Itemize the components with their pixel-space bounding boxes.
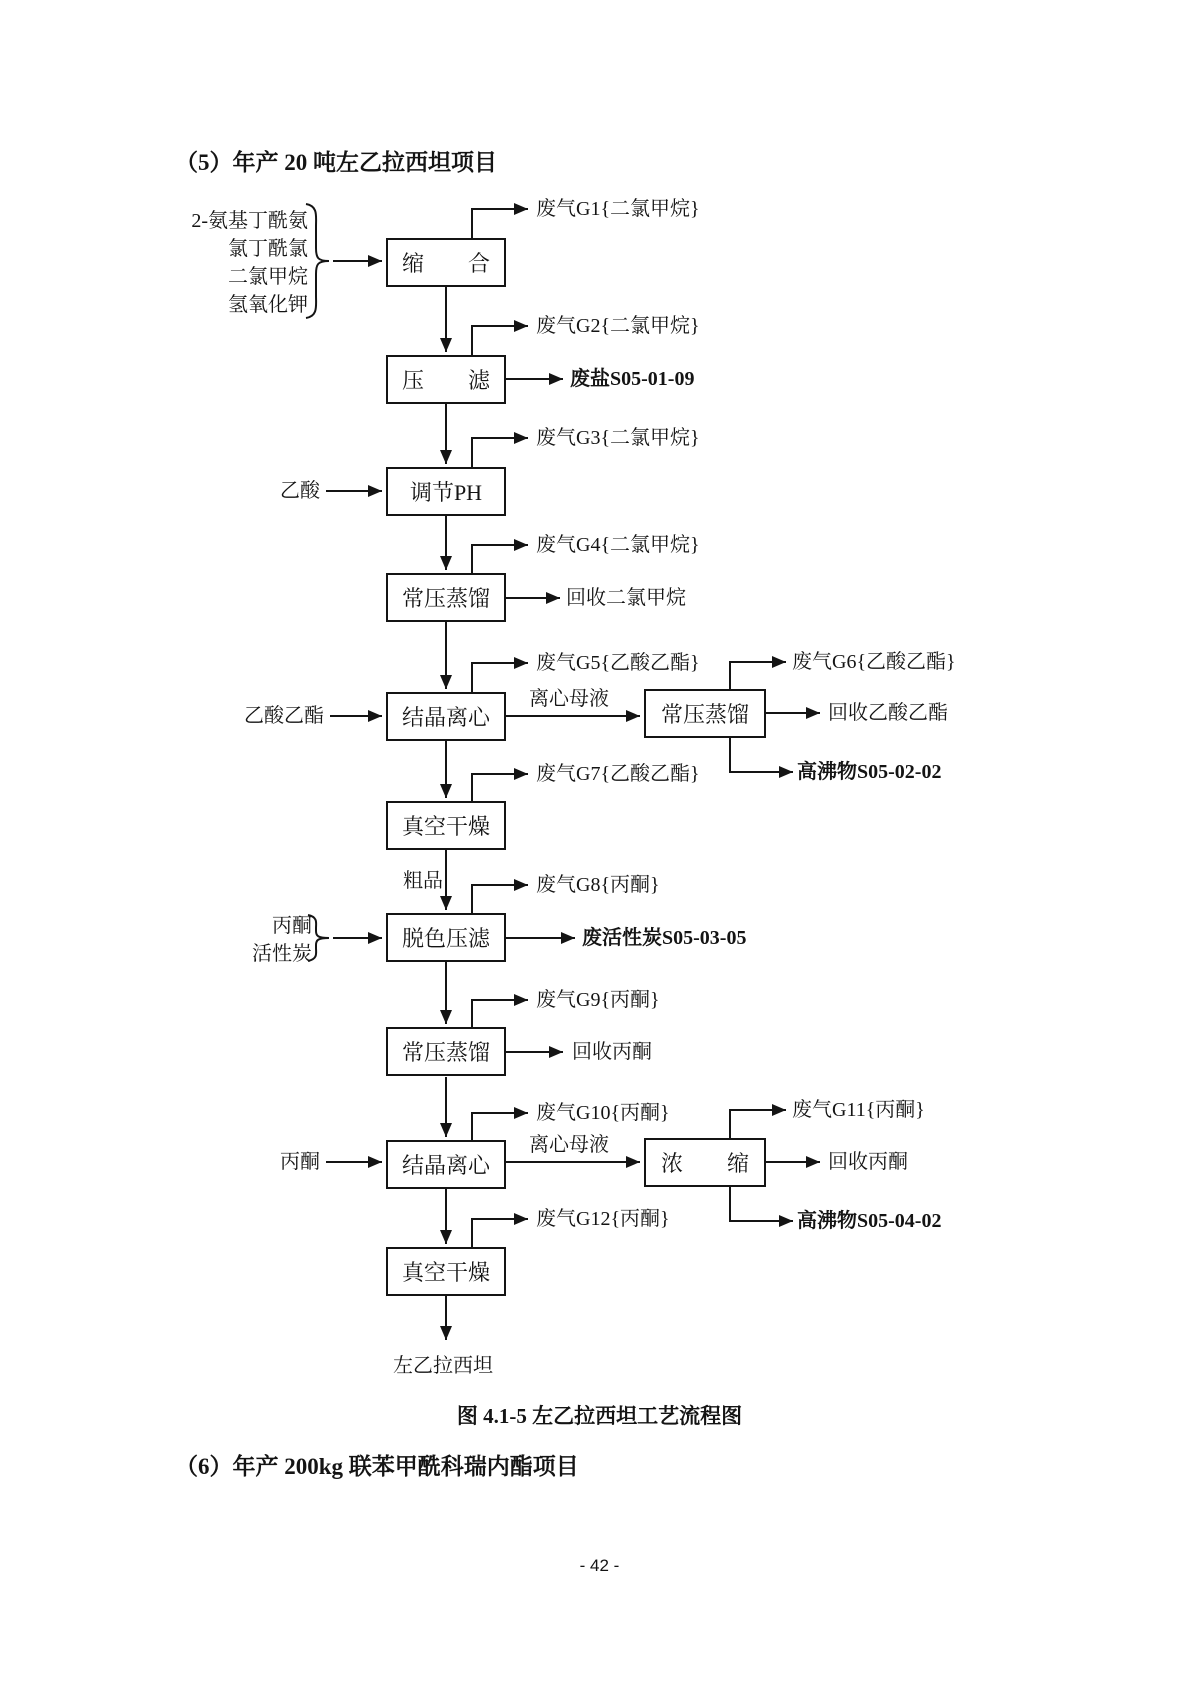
section-5-heading: （5）年产 20 吨左乙拉西坦项目 xyxy=(175,150,497,175)
box-distill-2: 常压蒸馏 xyxy=(386,1027,506,1076)
stream-g4: 废气G4{二氯甲烷} xyxy=(536,534,700,556)
input-arrows xyxy=(326,261,382,1162)
stream-g10: 废气G10{丙酮} xyxy=(536,1102,670,1124)
stream-g3: 废气G3{二氯甲烷} xyxy=(536,427,700,449)
input-ethyl-acetate: 乙酸乙酯 xyxy=(244,705,324,727)
stream-high-boiler-2: 高沸物S05-04-02 xyxy=(797,1210,942,1232)
stream-g2: 废气G2{二氯甲烷} xyxy=(536,315,700,337)
input-acetone: 丙酮 xyxy=(280,1151,320,1173)
reagent-item: 2-氨基丁酰氨 xyxy=(191,210,308,232)
box-distill-1: 常压蒸馏 xyxy=(386,573,506,622)
box-concentrate: 浓 缩 xyxy=(644,1138,766,1187)
section-6-heading: （6）年产 200kg 联苯甲酰科瑞内酯项目 xyxy=(175,1454,579,1479)
input-carbon-item: 活性炭 xyxy=(252,943,312,965)
box-press-filter: 压 滤 xyxy=(386,355,506,404)
page-number: - 42 - xyxy=(579,1556,620,1575)
output-arrows xyxy=(506,379,820,1221)
stream-recover-dcm: 回收二氯甲烷 xyxy=(566,587,686,609)
stream-waste-carbon: 废活性炭S05-03-05 xyxy=(582,927,747,949)
stream-g1: 废气G1{二氯甲烷} xyxy=(536,198,700,220)
stream-high-boiler-1: 高沸物S05-02-02 xyxy=(797,761,942,783)
stream-mother-liquor-2: 离心母液 xyxy=(529,1134,609,1156)
input-acetone-carbon xyxy=(230,912,312,968)
stream-g12: 废气G12{丙酮} xyxy=(536,1208,670,1230)
reagent-item: 二氯甲烷 xyxy=(228,266,308,288)
brace-marks xyxy=(306,204,329,961)
box-decolor-filter: 脱色压滤 xyxy=(386,913,506,962)
stream-g9: 废气G9{丙酮} xyxy=(536,989,660,1011)
box-condensation: 缩 合 xyxy=(386,238,506,287)
box-dry-2: 真空干燥 xyxy=(386,1247,506,1296)
figure-caption: 图 4.1-5 左乙拉西坦工艺流程图 xyxy=(456,1404,743,1428)
reagent-item: 氢氧化钾 xyxy=(228,294,308,316)
input-acetic-acid: 乙酸 xyxy=(280,480,320,502)
box-dry-1: 真空干燥 xyxy=(386,801,506,850)
stream-crude: 粗品 xyxy=(403,870,443,892)
box-crystal-2: 结晶离心 xyxy=(386,1140,506,1189)
stream-mother-liquor-1: 离心母液 xyxy=(529,688,609,710)
stream-recover-acetone-2: 回收丙酮 xyxy=(828,1151,908,1173)
stream-recover-acetone-1: 回收丙酮 xyxy=(572,1041,652,1063)
stream-g6: 废气G6{乙酸乙酯} xyxy=(792,651,956,673)
input-acetone-item: 丙酮 xyxy=(272,915,312,937)
stream-waste-salt: 废盐S05-01-09 xyxy=(570,368,695,390)
box-adjust-ph: 调节PH xyxy=(386,467,506,516)
box-crystal-1: 结晶离心 xyxy=(386,692,506,741)
box-distill-side: 常压蒸馏 xyxy=(644,689,766,738)
stream-recover-ea: 回收乙酸乙酯 xyxy=(828,702,948,724)
stream-g11: 废气G11{丙酮} xyxy=(792,1099,925,1121)
reagent-item: 氯丁酰氯 xyxy=(228,238,308,260)
reagent-list xyxy=(160,207,308,319)
stream-final-product: 左乙拉西坦 xyxy=(393,1355,493,1377)
stream-g5: 废气G5{乙酸乙酯} xyxy=(536,652,700,674)
stream-g8: 废气G8{丙酮} xyxy=(536,874,660,896)
stream-g7: 废气G7{乙酸乙酯} xyxy=(536,763,700,785)
